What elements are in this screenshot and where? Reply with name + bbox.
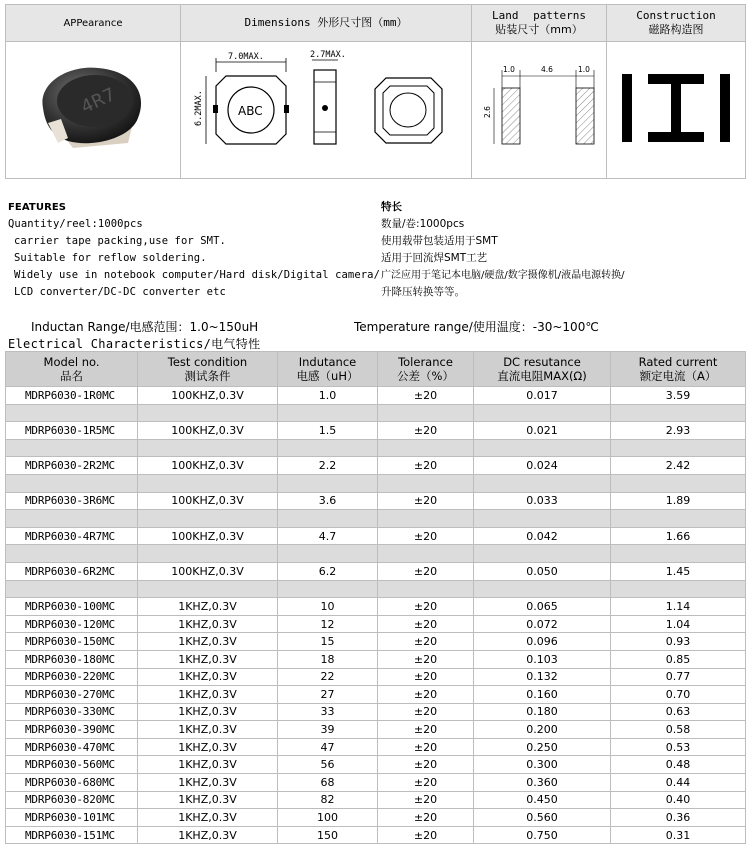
width-label: 7.0MAX.	[228, 52, 264, 62]
cell-test-condition: 1KHZ,0.3V	[138, 668, 278, 686]
cell-test-condition: 1KHZ,0.3V	[138, 738, 278, 756]
spacer-cell	[611, 545, 746, 563]
spacer-cell	[138, 510, 278, 528]
height-label: 6.2MAX.	[194, 90, 204, 126]
spacer-cell	[278, 474, 378, 492]
table-header-row	[6, 352, 746, 387]
cell-inductance: 22	[278, 668, 378, 686]
land-pattern-diagram	[474, 48, 604, 168]
spacer-cell	[6, 404, 138, 422]
cell-test-condition: 100KHZ,0.3V	[138, 387, 278, 405]
cell-dc-resistance: 0.300	[474, 756, 611, 774]
cell-model: MDRP6030-2R2MC	[6, 457, 138, 475]
cell-test-condition: 100KHZ,0.3V	[138, 422, 278, 440]
cell-rated-current: 0.48	[611, 756, 746, 774]
photo-marking: 4R7	[77, 84, 119, 119]
cell-tolerance: ±20	[378, 527, 474, 545]
cell-rated-current: 0.77	[611, 668, 746, 686]
cell-test-condition: 1KHZ,0.3V	[138, 650, 278, 668]
cell-inductance: 100	[278, 809, 378, 827]
spacer-cell	[474, 510, 611, 528]
cell-tolerance: ±20	[378, 562, 474, 580]
features-english	[8, 199, 380, 301]
cell-model: MDRP6030-220MC	[6, 668, 138, 686]
cell-dc-resistance: 0.160	[474, 686, 611, 704]
feature-line-en: LCD converter/DC-DC converter etc	[14, 286, 226, 298]
table-spacer-row	[6, 580, 746, 598]
feature-line-cn: 适用于回流焊SMT工艺	[381, 252, 488, 264]
header-dimensions: Dimensions 外形尺寸图（mm）	[181, 5, 472, 42]
cell-rated-current: 2.42	[611, 457, 746, 475]
cell-inductance: 6.2	[278, 562, 378, 580]
cell-dc-resistance: 0.024	[474, 457, 611, 475]
feature-line-cn: 升降压转换等等。	[381, 286, 465, 298]
spacer-cell	[278, 510, 378, 528]
table-row	[6, 826, 746, 844]
cell-test-condition: 1KHZ,0.3V	[138, 615, 278, 633]
cell-test-condition: 1KHZ,0.3V	[138, 756, 278, 774]
cell-tolerance: ±20	[378, 387, 474, 405]
col-header-dc-resistance: DC resutance 直流电阻MAX(Ω)	[474, 352, 611, 387]
cell-tolerance: ±20	[378, 756, 474, 774]
table-row	[6, 809, 746, 827]
cell-tolerance: ±20	[378, 598, 474, 616]
table-row	[6, 650, 746, 668]
cell-tolerance: ±20	[378, 703, 474, 721]
cell-dc-resistance: 0.132	[474, 668, 611, 686]
cell-model: MDRP6030-101MC	[6, 809, 138, 827]
inductance-range: Inductan Range/电感范围：1.0~150uH	[31, 320, 259, 334]
feature-line-cn: 数量/卷:1000pcs	[381, 218, 465, 230]
land-c: 1.0	[578, 65, 590, 74]
spacer-cell	[474, 474, 611, 492]
cell-inductance: 18	[278, 650, 378, 668]
cell-tolerance: ±20	[378, 826, 474, 844]
cell-test-condition: 100KHZ,0.3V	[138, 492, 278, 510]
spacer-cell	[378, 545, 474, 563]
spacer-cell	[278, 439, 378, 457]
cell-tolerance: ±20	[378, 738, 474, 756]
cell-rated-current: 0.63	[611, 703, 746, 721]
cell-model: MDRP6030-680MC	[6, 774, 138, 792]
cell-test-condition: 100KHZ,0.3V	[138, 457, 278, 475]
cell-rated-current: 1.14	[611, 598, 746, 616]
cell-model: MDRP6030-100MC	[6, 598, 138, 616]
table-row	[6, 703, 746, 721]
land-pattern-drawing	[472, 42, 607, 179]
land-a: 1.0	[503, 65, 515, 74]
spacer-cell	[138, 439, 278, 457]
table-row	[6, 387, 746, 405]
spacer-cell	[378, 439, 474, 457]
cell-rated-current: 0.85	[611, 650, 746, 668]
magnetic-path-icon	[616, 68, 736, 148]
feature-line-en: Suitable for reflow soldering.	[14, 252, 207, 264]
cell-dc-resistance: 0.200	[474, 721, 611, 739]
cell-test-condition: 100KHZ,0.3V	[138, 562, 278, 580]
table-row	[6, 598, 746, 616]
appearance-photo	[6, 42, 181, 179]
cell-dc-resistance: 0.042	[474, 527, 611, 545]
table-row	[6, 422, 746, 440]
cell-model: MDRP6030-270MC	[6, 686, 138, 704]
cell-inductance: 3.6	[278, 492, 378, 510]
cell-rated-current: 1.66	[611, 527, 746, 545]
cell-tolerance: ±20	[378, 633, 474, 651]
header-construction: Construction 磁路构造图	[607, 5, 746, 42]
cell-rated-current: 1.89	[611, 492, 746, 510]
spacer-cell	[138, 580, 278, 598]
spacer-cell	[378, 404, 474, 422]
cell-dc-resistance: 0.017	[474, 387, 611, 405]
table-spacer-row	[6, 404, 746, 422]
cell-dc-resistance: 0.103	[474, 650, 611, 668]
header-appearance: APPearance	[6, 5, 181, 42]
cell-inductance: 2.2	[278, 457, 378, 475]
cell-model: MDRP6030-1R0MC	[6, 387, 138, 405]
features-chinese	[381, 199, 624, 301]
cell-dc-resistance: 0.560	[474, 809, 611, 827]
cell-dc-resistance: 0.250	[474, 738, 611, 756]
cell-inductance: 47	[278, 738, 378, 756]
features-title-cn: 特长	[381, 201, 402, 213]
cell-rated-current: 3.59	[611, 387, 746, 405]
cell-model: MDRP6030-151MC	[6, 826, 138, 844]
cell-test-condition: 1KHZ,0.3V	[138, 826, 278, 844]
cell-rated-current: 1.04	[611, 615, 746, 633]
cell-model: MDRP6030-560MC	[6, 756, 138, 774]
temperature-range: Temperature range/使用温度：-30~100℃	[354, 320, 599, 334]
cell-tolerance: ±20	[378, 615, 474, 633]
header-land-patterns: Land patterns 贴装尺寸（mm）	[472, 5, 607, 42]
spacer-cell	[6, 439, 138, 457]
spacer-cell	[6, 474, 138, 492]
cell-dc-resistance: 0.072	[474, 615, 611, 633]
spacer-cell	[278, 545, 378, 563]
cell-tolerance: ±20	[378, 668, 474, 686]
feature-line-en: Widely use in notebook computer/Hard disk/Digital camera/	[14, 269, 381, 281]
cell-tolerance: ±20	[378, 809, 474, 827]
cell-dc-resistance: 0.050	[474, 562, 611, 580]
cell-test-condition: 1KHZ,0.3V	[138, 686, 278, 704]
cell-model: MDRP6030-150MC	[6, 633, 138, 651]
table-row	[6, 721, 746, 739]
spacer-cell	[474, 404, 611, 422]
cell-test-condition: 1KHZ,0.3V	[138, 598, 278, 616]
cell-inductance: 10	[278, 598, 378, 616]
features-title-en: FEATURES	[8, 202, 67, 213]
feature-line-en: carrier tape packing,use for SMT.	[14, 235, 226, 247]
cell-inductance: 56	[278, 756, 378, 774]
cell-model: MDRP6030-3R6MC	[6, 492, 138, 510]
spacer-cell	[138, 404, 278, 422]
spacer-cell	[378, 580, 474, 598]
land-b: 4.6	[541, 65, 553, 74]
spacer-cell	[611, 404, 746, 422]
cell-model: MDRP6030-820MC	[6, 791, 138, 809]
cell-test-condition: 1KHZ,0.3V	[138, 809, 278, 827]
dimension-diagram	[186, 48, 466, 168]
table-spacer-row	[6, 545, 746, 563]
spacer-cell	[6, 545, 138, 563]
thickness-label: 2.7MAX.	[310, 50, 346, 60]
table-row	[6, 791, 746, 809]
cell-dc-resistance: 0.065	[474, 598, 611, 616]
cell-model: MDRP6030-1R5MC	[6, 422, 138, 440]
feature-line-en: Quantity/reel:1000pcs	[8, 218, 143, 230]
spacer-cell	[6, 580, 138, 598]
spacer-cell	[278, 580, 378, 598]
col-header-inductance: Indutance 电感（uH）	[278, 352, 378, 387]
cell-dc-resistance: 0.450	[474, 791, 611, 809]
cell-inductance: 1.5	[278, 422, 378, 440]
cell-rated-current: 0.36	[611, 809, 746, 827]
cell-rated-current: 0.53	[611, 738, 746, 756]
cell-dc-resistance: 0.180	[474, 703, 611, 721]
cell-test-condition: 100KHZ,0.3V	[138, 527, 278, 545]
cell-test-condition: 1KHZ,0.3V	[138, 774, 278, 792]
table-row	[6, 562, 746, 580]
cell-inductance: 12	[278, 615, 378, 633]
col-header-tolerance: Tolerance 公差（%）	[378, 352, 474, 387]
cell-test-condition: 1KHZ,0.3V	[138, 703, 278, 721]
table-row	[6, 457, 746, 475]
table-row	[6, 527, 746, 545]
table-row	[6, 633, 746, 651]
cell-tolerance: ±20	[378, 721, 474, 739]
electrical-characteristics-table	[5, 351, 746, 844]
cell-rated-current: 0.40	[611, 791, 746, 809]
cell-rated-current: 1.45	[611, 562, 746, 580]
cell-dc-resistance: 0.096	[474, 633, 611, 651]
cell-model: MDRP6030-4R7MC	[6, 527, 138, 545]
cell-inductance: 82	[278, 791, 378, 809]
spacer-cell	[378, 474, 474, 492]
spacer-cell	[611, 439, 746, 457]
col-header-rated-current: Rated current 额定电流（A）	[611, 352, 746, 387]
header-table	[5, 4, 746, 179]
inductor-photo-icon	[33, 53, 153, 163]
spacer-cell	[474, 580, 611, 598]
table-row	[6, 738, 746, 756]
spacer-cell	[611, 510, 746, 528]
cell-rated-current: 2.93	[611, 422, 746, 440]
cell-model: MDRP6030-120MC	[6, 615, 138, 633]
cell-rated-current: 0.31	[611, 826, 746, 844]
land-h: 2.6	[483, 106, 492, 118]
table-spacer-row	[6, 474, 746, 492]
cell-model: MDRP6030-6R2MC	[6, 562, 138, 580]
spacer-cell	[474, 545, 611, 563]
cell-model: MDRP6030-470MC	[6, 738, 138, 756]
table-row	[6, 615, 746, 633]
cell-rated-current: 0.44	[611, 774, 746, 792]
spacer-cell	[611, 580, 746, 598]
spacer-cell	[278, 404, 378, 422]
construction-drawing	[607, 42, 746, 179]
table-row	[6, 756, 746, 774]
spacer-cell	[474, 439, 611, 457]
spacer-cell	[378, 510, 474, 528]
top-marking: ABC	[238, 104, 263, 118]
cell-dc-resistance: 0.360	[474, 774, 611, 792]
table-row	[6, 668, 746, 686]
cell-test-condition: 1KHZ,0.3V	[138, 791, 278, 809]
cell-dc-resistance: 0.033	[474, 492, 611, 510]
col-header-model: Model no. 品名	[6, 352, 138, 387]
feature-line-cn: 广泛应用于笔记本电脑/硬盘/数字摄像机/液晶电源转换/	[381, 270, 625, 281]
cell-inductance: 4.7	[278, 527, 378, 545]
cell-tolerance: ±20	[378, 791, 474, 809]
cell-test-condition: 1KHZ,0.3V	[138, 633, 278, 651]
cell-tolerance: ±20	[378, 650, 474, 668]
feature-line-cn: 使用载带包装适用于SMT	[381, 235, 498, 247]
cell-inductance: 1.0	[278, 387, 378, 405]
table-spacer-row	[6, 510, 746, 528]
cell-tolerance: ±20	[378, 686, 474, 704]
spacer-cell	[138, 545, 278, 563]
cell-rated-current: 0.58	[611, 721, 746, 739]
cell-test-condition: 1KHZ,0.3V	[138, 721, 278, 739]
cell-inductance: 15	[278, 633, 378, 651]
cell-model: MDRP6030-180MC	[6, 650, 138, 668]
col-header-test-condition: Test condition 测试条件	[138, 352, 278, 387]
table-row	[6, 774, 746, 792]
cell-inductance: 39	[278, 721, 378, 739]
cell-inductance: 68	[278, 774, 378, 792]
cell-model: MDRP6030-330MC	[6, 703, 138, 721]
spacer-cell	[6, 510, 138, 528]
cell-tolerance: ±20	[378, 492, 474, 510]
cell-inductance: 33	[278, 703, 378, 721]
cell-tolerance: ±20	[378, 422, 474, 440]
cell-tolerance: ±20	[378, 457, 474, 475]
table-spacer-row	[6, 439, 746, 457]
cell-inductance: 150	[278, 826, 378, 844]
cell-tolerance: ±20	[378, 774, 474, 792]
cell-dc-resistance: 0.021	[474, 422, 611, 440]
table-row	[6, 492, 746, 510]
table-row	[6, 686, 746, 704]
cell-model: MDRP6030-390MC	[6, 721, 138, 739]
cell-inductance: 27	[278, 686, 378, 704]
spacer-cell	[611, 474, 746, 492]
cell-dc-resistance: 0.750	[474, 826, 611, 844]
spacer-cell	[138, 474, 278, 492]
dimensions-drawing	[181, 42, 472, 179]
cell-rated-current: 0.70	[611, 686, 746, 704]
section-title: Electrical Characteristics/电气特性	[8, 337, 261, 351]
cell-rated-current: 0.93	[611, 633, 746, 651]
